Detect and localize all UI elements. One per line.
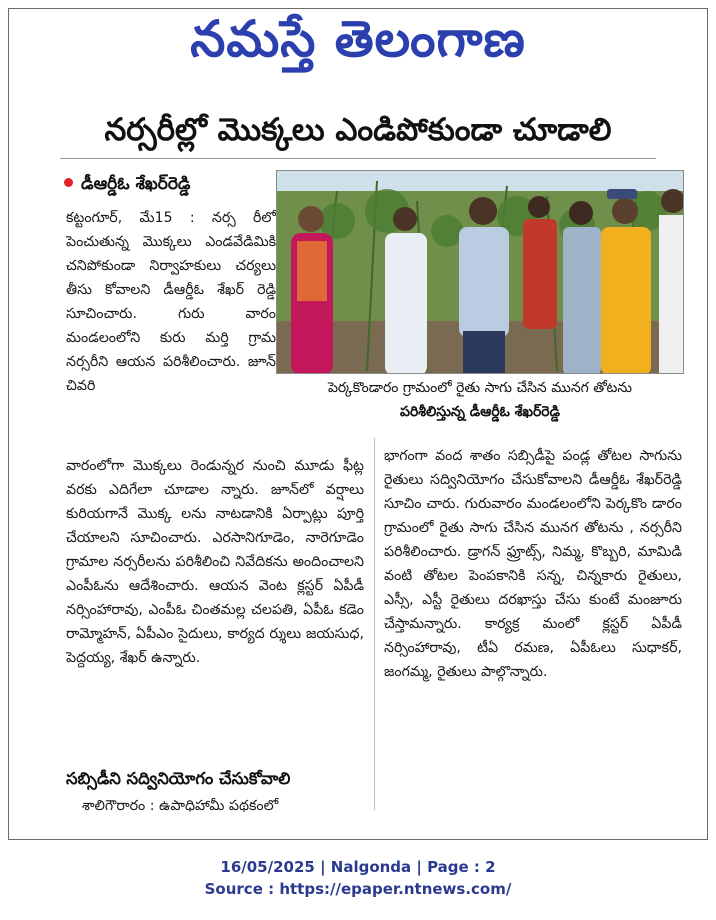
article-byline xyxy=(64,172,284,196)
byline-text: డీఆర్డీఓ శేఖర్‌రెడ్డి xyxy=(81,174,191,194)
article-column-2: వారంలోగా మొక్కలు రెండున్నర నుంచి మూడు ఫీట్ల వరకు ఎదిగేలా చూడాల న్నారు. జూన్‌లో వర్షాలు కురియగానే మొక్క లను నాటడానికి ఏర్పాట్లు పూర్తి చేయాలని సూచించారు. ఎరసానిగూడెం, నారెగూడెం గ్రామాల నర్సరీలను పరిశీలించి నివేదికను అందించాలని ఎంపీఓను ఆదేశించారు. ఆయన వెంట క్లస్టర్ ఏపీడీ నర్సింహారావు, ఎంపీఓ చింతమల్ల చలపతి, ఏపీఓ కడెం రామ్మోహన్, ఏపీఎం సైదులు, కార్యద ర్శులు జయసుధ, పెద్దయ్య, శేఖర్ ఉన్నారు. xyxy=(66,458,364,666)
source-link[interactable]: Source : https://epaper.ntnews.com/ xyxy=(204,880,512,898)
caption-line-1: పెర్కకొండారం గ్రామంలో రైతు సాగు చేసిన మునగ తోటను xyxy=(327,380,633,396)
photo-caption xyxy=(276,376,684,430)
article-photo xyxy=(276,170,684,374)
headline-divider xyxy=(60,158,656,159)
edition-info: 16/05/2025 | Nalgonda | Page : 2 xyxy=(220,858,496,876)
photo-illustration xyxy=(277,171,684,374)
newspaper-masthead: నమస్తే తెలంగాణ xyxy=(190,10,526,68)
bullet-icon xyxy=(64,178,73,187)
article-column-1: కట్టంగూర్, మే15 : నర్స రీలో పెంచుతున్న మొక్కలు ఎండవేడిమికి చనిపోకుండా నిర్వాహకులు చర్యలు తీసు కోవాలని డీఆర్డీఓ శేఖర్ రెడ్డి సూచించారు. గురు వారం మండలంలోని కురు మర్తి గ్రామ నర్సరీని ఆయన పరిశీలించారు. జూన్ చివరి xyxy=(66,210,276,394)
caption-line-2: పరిశీలిస్తున్న డీఆర్డీఓ శేఖర్‌రెడ్డి xyxy=(400,404,560,420)
column-divider xyxy=(374,438,375,810)
article-headline: నర్సరీల్లో మొక్కలు ఎండిపోకుండా చూడాలి xyxy=(104,112,612,148)
article-column-3: భాగంగా వంద శాతం సబ్సిడీపై పండ్ల తోటల సాగును రైతులు సద్వినియోగం చేసుకోవాలని డీఆర్డీఓ శేఖర్‌రెడ్డి సూచిం చారు. గురువారం మండలంలోని పెర్కకొం డారం గ్రామంలో రైతు సాగు చేసిన మునగ తోటను , నర్సరీని పరిశీలించారు. డ్రాగన్ ఫ్రూట్స్, నిమ్మ, కొబ్బరి, మామిడి వంటి తోటల పెంపకానికి సన్న, చిన్నకారు రైతులు, ఎస్సీ, ఎస్టీ రైతులు దరఖాస్తు చేసు కుంటే మంజూరు చేస్తామన్నారు. కార్యక్ర మంలో క్లస్టర్ ఏపీడీ నర్సింహారావు, టీఏ రమణ, ఏపీఓలు సుధాకర్, జంగమ్మ, రైతులు పాల్గొన్నారు. xyxy=(384,448,682,680)
article-column-4: శాలిగౌరారం : ఉపాధిహామీ పథకంలో xyxy=(82,798,279,814)
article-subheading: సబ్సిడీని సద్వినియోగం చేసుకోవాలి xyxy=(66,769,291,788)
